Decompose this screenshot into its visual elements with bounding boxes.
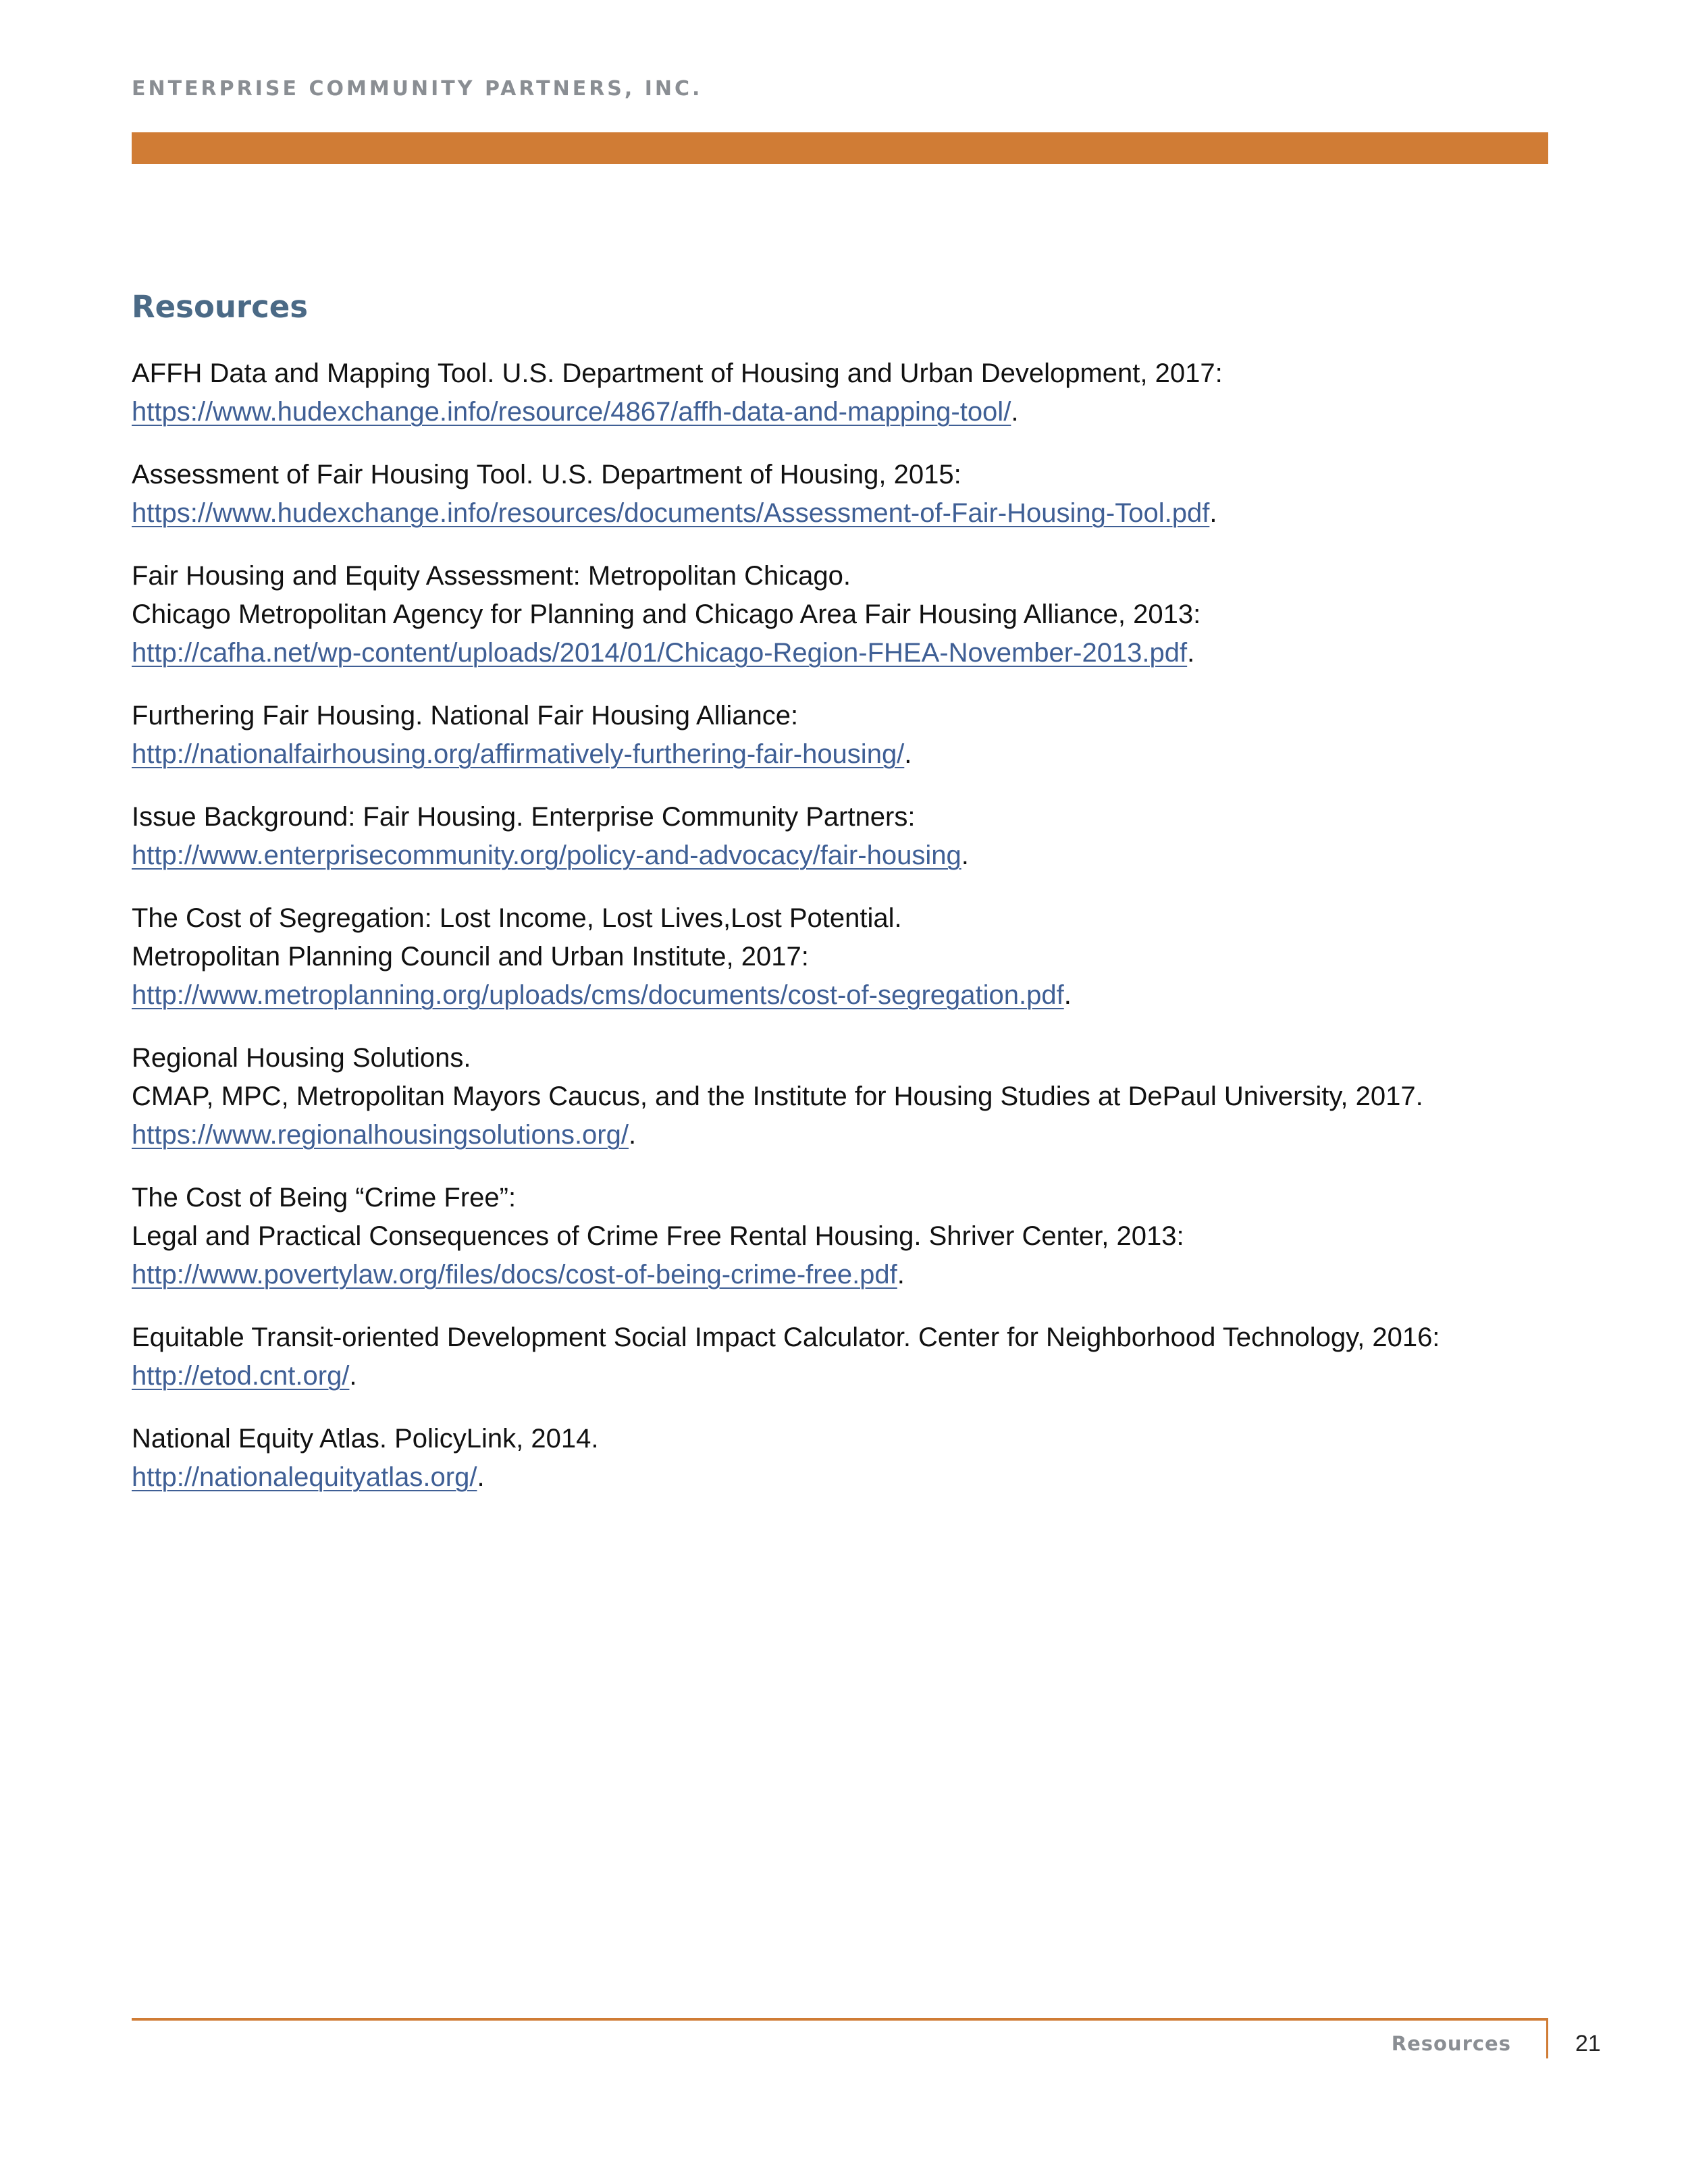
- header-accent-bar: [132, 132, 1548, 164]
- resource-link[interactable]: http://www.metroplanning.org/uploads/cms/documents/cost-of-segregation.pdf: [132, 980, 1064, 1010]
- resource-citation-line: Equitable Transit-oriented Development Social Impact Calculator. Center for Neighborhood Technology, 2016:: [132, 1323, 1440, 1352]
- resource-citation-line: CMAP, MPC, Metropolitan Mayors Caucus, and the Institute for Housing Studies at DePaul University, 2017.: [132, 1082, 1423, 1111]
- resource-entry: [132, 1420, 1617, 1497]
- resource-link-period: .: [961, 841, 969, 870]
- resource-entry: [132, 798, 1617, 875]
- resource-citation-line: The Cost of Segregation: Lost Income, Lost Lives,Lost Potential.: [132, 903, 902, 933]
- resource-citation-line: AFFH Data and Mapping Tool. U.S. Department of Housing and Urban Development, 2017:: [132, 358, 1223, 388]
- resource-link[interactable]: http://cafha.net/wp-content/uploads/2014/01/Chicago-Region-FHEA-November-2013.pdf: [132, 638, 1188, 668]
- resource-entry: [132, 899, 1617, 1015]
- page-number: 21: [1575, 2031, 1601, 2056]
- resource-link-line: [132, 393, 1617, 431]
- resource-link-period: .: [477, 1462, 485, 1492]
- resource-link[interactable]: http://etod.cnt.org/: [132, 1361, 350, 1391]
- resource-entry: [132, 354, 1617, 431]
- resource-citation-line: National Equity Atlas. PolicyLink, 2014.: [132, 1424, 599, 1454]
- resource-citation-line: Legal and Practical Consequences of Crime Free Rental Housing. Shriver Center, 2013:: [132, 1221, 1184, 1251]
- resource-link[interactable]: https://www.hudexchange.info/resources/documents/Assessment-of-Fair-Housing-Tool.pdf: [132, 498, 1210, 528]
- resource-citation-line: Issue Background: Fair Housing. Enterprise Community Partners:: [132, 802, 916, 832]
- resource-link[interactable]: https://www.regionalhousingsolutions.org/: [132, 1120, 629, 1150]
- resource-link-period: .: [1187, 638, 1195, 668]
- resource-link-period: .: [1209, 498, 1217, 528]
- resource-entry: [132, 1039, 1617, 1154]
- resource-link-period: .: [628, 1120, 637, 1150]
- resource-link[interactable]: http://www.povertylaw.org/files/docs/cost-of-being-crime-free.pdf: [132, 1260, 897, 1289]
- resource-entry: [132, 1319, 1617, 1395]
- footer-section-label: Resources: [1391, 2032, 1511, 2055]
- resource-link-period: .: [897, 1260, 905, 1289]
- section-title: Resources: [132, 289, 309, 325]
- resource-link-line: [132, 494, 1617, 533]
- resource-link-line: [132, 1116, 1617, 1154]
- resource-link-line: [132, 1357, 1617, 1395]
- resource-link-period: .: [1063, 980, 1072, 1010]
- resource-link[interactable]: http://www.enterprisecommunity.org/policy-and-advocacy/fair-housing: [132, 841, 961, 870]
- resource-citation-line: Metropolitan Planning Council and Urban Institute, 2017:: [132, 942, 809, 971]
- footer-divider: [1546, 2018, 1548, 2058]
- resource-link-line: [132, 634, 1617, 672]
- resource-citation-line: Chicago Metropolitan Agency for Planning and Chicago Area Fair Housing Alliance, 2013:: [132, 600, 1201, 629]
- resource-link-period: .: [904, 739, 912, 769]
- resource-link-line: [132, 976, 1617, 1015]
- resource-link-line: [132, 1256, 1617, 1294]
- resource-citation-line: Assessment of Fair Housing Tool. U.S. Department of Housing, 2015:: [132, 460, 961, 489]
- resource-citation-line: Fair Housing and Equity Assessment: Metropolitan Chicago.: [132, 561, 851, 591]
- resource-link-line: [132, 735, 1617, 774]
- resource-entry: [132, 1179, 1617, 1294]
- resource-link[interactable]: http://nationalfairhousing.org/affirmatively-furthering-fair-housing/: [132, 739, 905, 769]
- resource-link-period: .: [1011, 397, 1019, 427]
- resource-link[interactable]: http://nationalequityatlas.org/: [132, 1462, 477, 1492]
- organization-header: ENTERPRISE COMMUNITY PARTNERS, INC.: [132, 77, 703, 101]
- footer-rule: [132, 2018, 1548, 2021]
- resource-link-line: [132, 836, 1617, 875]
- resource-citation-line: The Cost of Being “Crime Free”:: [132, 1183, 517, 1213]
- resource-entry: [132, 456, 1617, 533]
- resource-entry: [132, 697, 1617, 774]
- resource-link-line: [132, 1458, 1617, 1497]
- resource-citation-line: Furthering Fair Housing. National Fair Housing Alliance:: [132, 701, 799, 730]
- resource-link-period: .: [349, 1361, 357, 1391]
- resource-link[interactable]: https://www.hudexchange.info/resource/4867/affh-data-and-mapping-tool/: [132, 397, 1011, 427]
- resource-citation-line: Regional Housing Solutions.: [132, 1043, 471, 1073]
- resource-entry: [132, 557, 1617, 672]
- resource-list: [132, 354, 1617, 1521]
